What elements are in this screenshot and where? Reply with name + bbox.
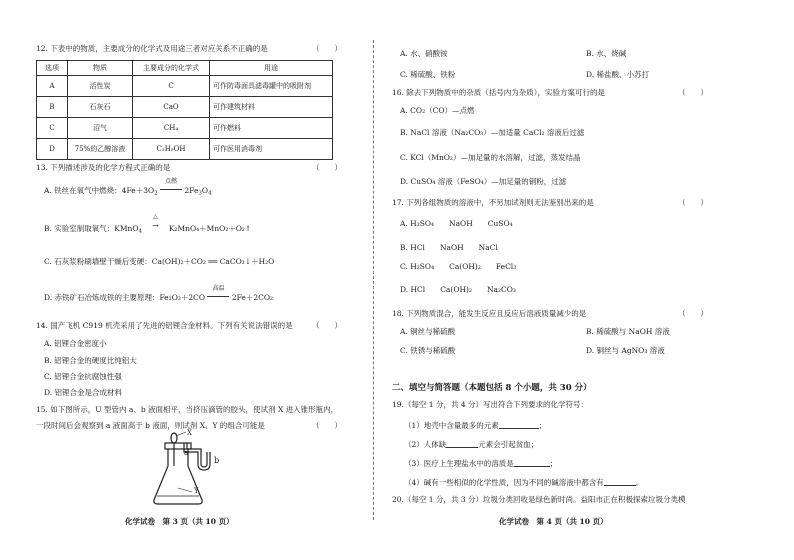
q15-label-a: a <box>184 449 189 457</box>
table-cell: 75%的乙醇溶液 <box>68 139 133 160</box>
table-header-cell: 物质 <box>68 61 133 76</box>
q13-answer-paren: （ ） <box>312 163 342 172</box>
q19-item-3: （3）医疗上生理盐水中的溶质是 ； <box>404 459 558 468</box>
table-cell: CaO <box>133 97 210 118</box>
reaction-condition: 点燃 <box>160 186 182 196</box>
q18-option-d: D. 铜丝与 AgNO₃ 溶液 <box>586 346 665 355</box>
left-page-footer: 化学试卷 第 3 页（共 10 页） <box>125 517 234 526</box>
right-page-footer: 化学试卷 第 4 页（共 10 页） <box>499 517 608 526</box>
q17-option-a: A. H₂SO₄ NaOH CuSO₄ <box>400 219 513 228</box>
table-cell: 可作建筑材料 <box>210 97 333 118</box>
table-cell: 可作燃料 <box>210 118 333 139</box>
q18-stem: 18. 下列物质混合，能发生反应且反应后溶液质量减少的是 <box>392 309 587 318</box>
q16-option-b: B. NaCl 溶液（Na₂CO₃）—加适量 CaCl₂ 溶液后过滤 <box>400 128 585 137</box>
q18-option-a: A. 铜丝与稀硫酸 <box>400 327 456 336</box>
q19-item-4: （4）碱有一些相似的化学性质，因为不同的碱溶液中都含有 。 <box>404 478 644 487</box>
left-page <box>0 0 372 560</box>
q14-option-a: A. 铝锂合金密度小 <box>44 339 107 348</box>
q14-answer-paren: （ ） <box>312 321 342 330</box>
reaction-condition: 高温 <box>207 293 229 303</box>
q19-item-1: （1）地壳中含量最多的元素 ； <box>404 421 547 430</box>
table-row <box>37 139 333 160</box>
table-row <box>37 76 333 97</box>
q18-option-b: B. 稀硫酸与 NaOH 溶液 <box>586 327 670 336</box>
q12-stem: 12. 下表中的物质，主要成分的化学式及用途三者对应关系不正确的是 <box>36 44 268 53</box>
table-cell: C <box>133 76 210 97</box>
table-cell: A <box>37 76 68 97</box>
table-row <box>37 97 333 118</box>
q14-option-c: C. 铝锂合金抗腐蚀性强 <box>44 372 122 381</box>
table-cell: 沼气 <box>68 118 133 139</box>
table-header-cell: 用途 <box>210 61 333 76</box>
table-cell: 石灰石 <box>68 97 133 118</box>
table-row <box>37 118 333 139</box>
table-cell: 可作医用消毒剂 <box>210 139 333 160</box>
q15-stem-line1: 15. 如下图所示，U 型管内 a、b 液面相平，当挤压滴管的胶头，使试剂 X 进入锥形瓶内， <box>36 405 339 414</box>
q14-option-b: B. 铝锂合金的硬度比纯铝大 <box>44 356 137 365</box>
reaction-condition: △ → <box>152 213 159 230</box>
q13-stem: 13. 下列描述涉及的化学方程式正确的是 <box>36 163 171 172</box>
table-cell: C₂H₅OH <box>133 139 210 160</box>
answer-blank[interactable] <box>446 439 478 448</box>
q19-stem: 19.（每空 1 分，共 4 分）写出符合下列要求的化学符号： <box>392 400 589 409</box>
table-cell: CH₄ <box>133 118 210 139</box>
q15-answer-paren: （ ） <box>312 421 342 430</box>
q13-option-b: B. 实验室制取氧气：KMnO$_4$ △ → K₂MnO₄＋MnO₂＋O₂↑ <box>44 213 252 235</box>
q13-option-d: D. 赤铁矿石冶炼成铁的主要原理：Fe₂O₃＋2CO 高温 2Fe＋2CO₂ <box>44 285 274 302</box>
q15-apparatus-diagram <box>150 430 230 508</box>
table-cell: 可作防毒面具滤毒罐中的吸附剂 <box>210 76 333 97</box>
q16-option-d: D. CuSO₄ 溶液（FeSO₄）—加足量的铜粉，过滤 <box>400 177 567 186</box>
q16-option-c: C. KCl（MnO₂）—加足量的水溶解，过滤，蒸发结晶 <box>400 153 581 162</box>
q18-option-c: C. 铁锈与稀硫酸 <box>400 346 456 355</box>
q14-option-d: D. 铝锂合金是合成材料 <box>44 388 123 397</box>
q12-answer-paren: （ ） <box>312 44 342 53</box>
q15-label-b: b <box>214 456 220 465</box>
q19-item-2: （2）人体缺 元素会引起贫血； <box>404 440 539 449</box>
q16-option-a: A. CO₂（CO）—点燃 <box>400 106 475 115</box>
q15-option-c: C. 稀硫酸、铁粉 <box>400 70 456 79</box>
answer-blank[interactable] <box>604 477 636 486</box>
q15-label-x: X <box>187 429 192 437</box>
q17-option-d: D. HCl Ca(OH)₂ Na₂CO₃ <box>400 285 516 294</box>
q20-stem: 20.（每空 1 分，共 3 分）垃圾分类回收是绿色新时尚。益阳市正在积极探索垃圾分类模 <box>392 495 686 504</box>
q15-stem-line2: 一段时间后会观察到 a 液面高于 b 液面，则试剂 X、Y 的组合可能是 <box>36 421 265 430</box>
table-cell: 活性炭 <box>68 76 133 97</box>
answer-blank[interactable] <box>499 420 539 429</box>
table-header-cell: 主要成分的化学式 <box>133 61 210 76</box>
q13-option-a: A. 铁丝在氧气中燃烧：$4Fe+3O_2$ 点燃 $2Fe_3O_4$ <box>44 178 212 197</box>
section-heading: 二、填空与简答题（本题包括 8 个小题，共 30 分） <box>392 383 592 393</box>
answer-blank[interactable] <box>514 458 550 467</box>
q16-stem: 16. 除去下列物质中的杂质（括号内为杂质），实验方案可行的是 <box>392 88 606 97</box>
table-header-cell: 选项 <box>37 61 68 76</box>
right-page <box>374 0 794 560</box>
q17-option-b: B. HCl NaOH NaCl <box>400 243 498 252</box>
table-header-row <box>37 61 333 76</box>
q17-option-c: C. H₂SO₄ Ca(OH)₂ FeCl₃ <box>400 262 517 271</box>
q15-option-b: B. 水、烧碱 <box>586 49 627 58</box>
q15-option-a: A. 水、硝酸铵 <box>400 49 448 58</box>
q16-answer-paren: （ ） <box>678 88 708 97</box>
q17-stem: 17. 下列各组物质的溶液中，不另加试剂则无法鉴别出来的是 <box>392 198 594 207</box>
q18-answer-paren: （ ） <box>678 309 708 318</box>
q15-option-d: D. 稀盐酸、小苏打 <box>586 70 650 79</box>
q17-answer-paren: （ ） <box>678 198 708 207</box>
q15-label-y: Y <box>194 487 199 495</box>
q12-table <box>36 60 333 160</box>
table-cell: C <box>37 118 68 139</box>
table-cell: B <box>37 97 68 118</box>
q14-stem: 14. 国产飞机 C919 机壳采用了先进的铝锂合金材料。下列有关说法错误的是 <box>36 321 293 330</box>
table-cell: D <box>37 139 68 160</box>
q13-option-c: C. 石灰浆粉刷墙壁干燥后变硬：Ca(OH)₂＋CO₂ ══ CaCO₃↓＋H₂O <box>44 257 275 266</box>
